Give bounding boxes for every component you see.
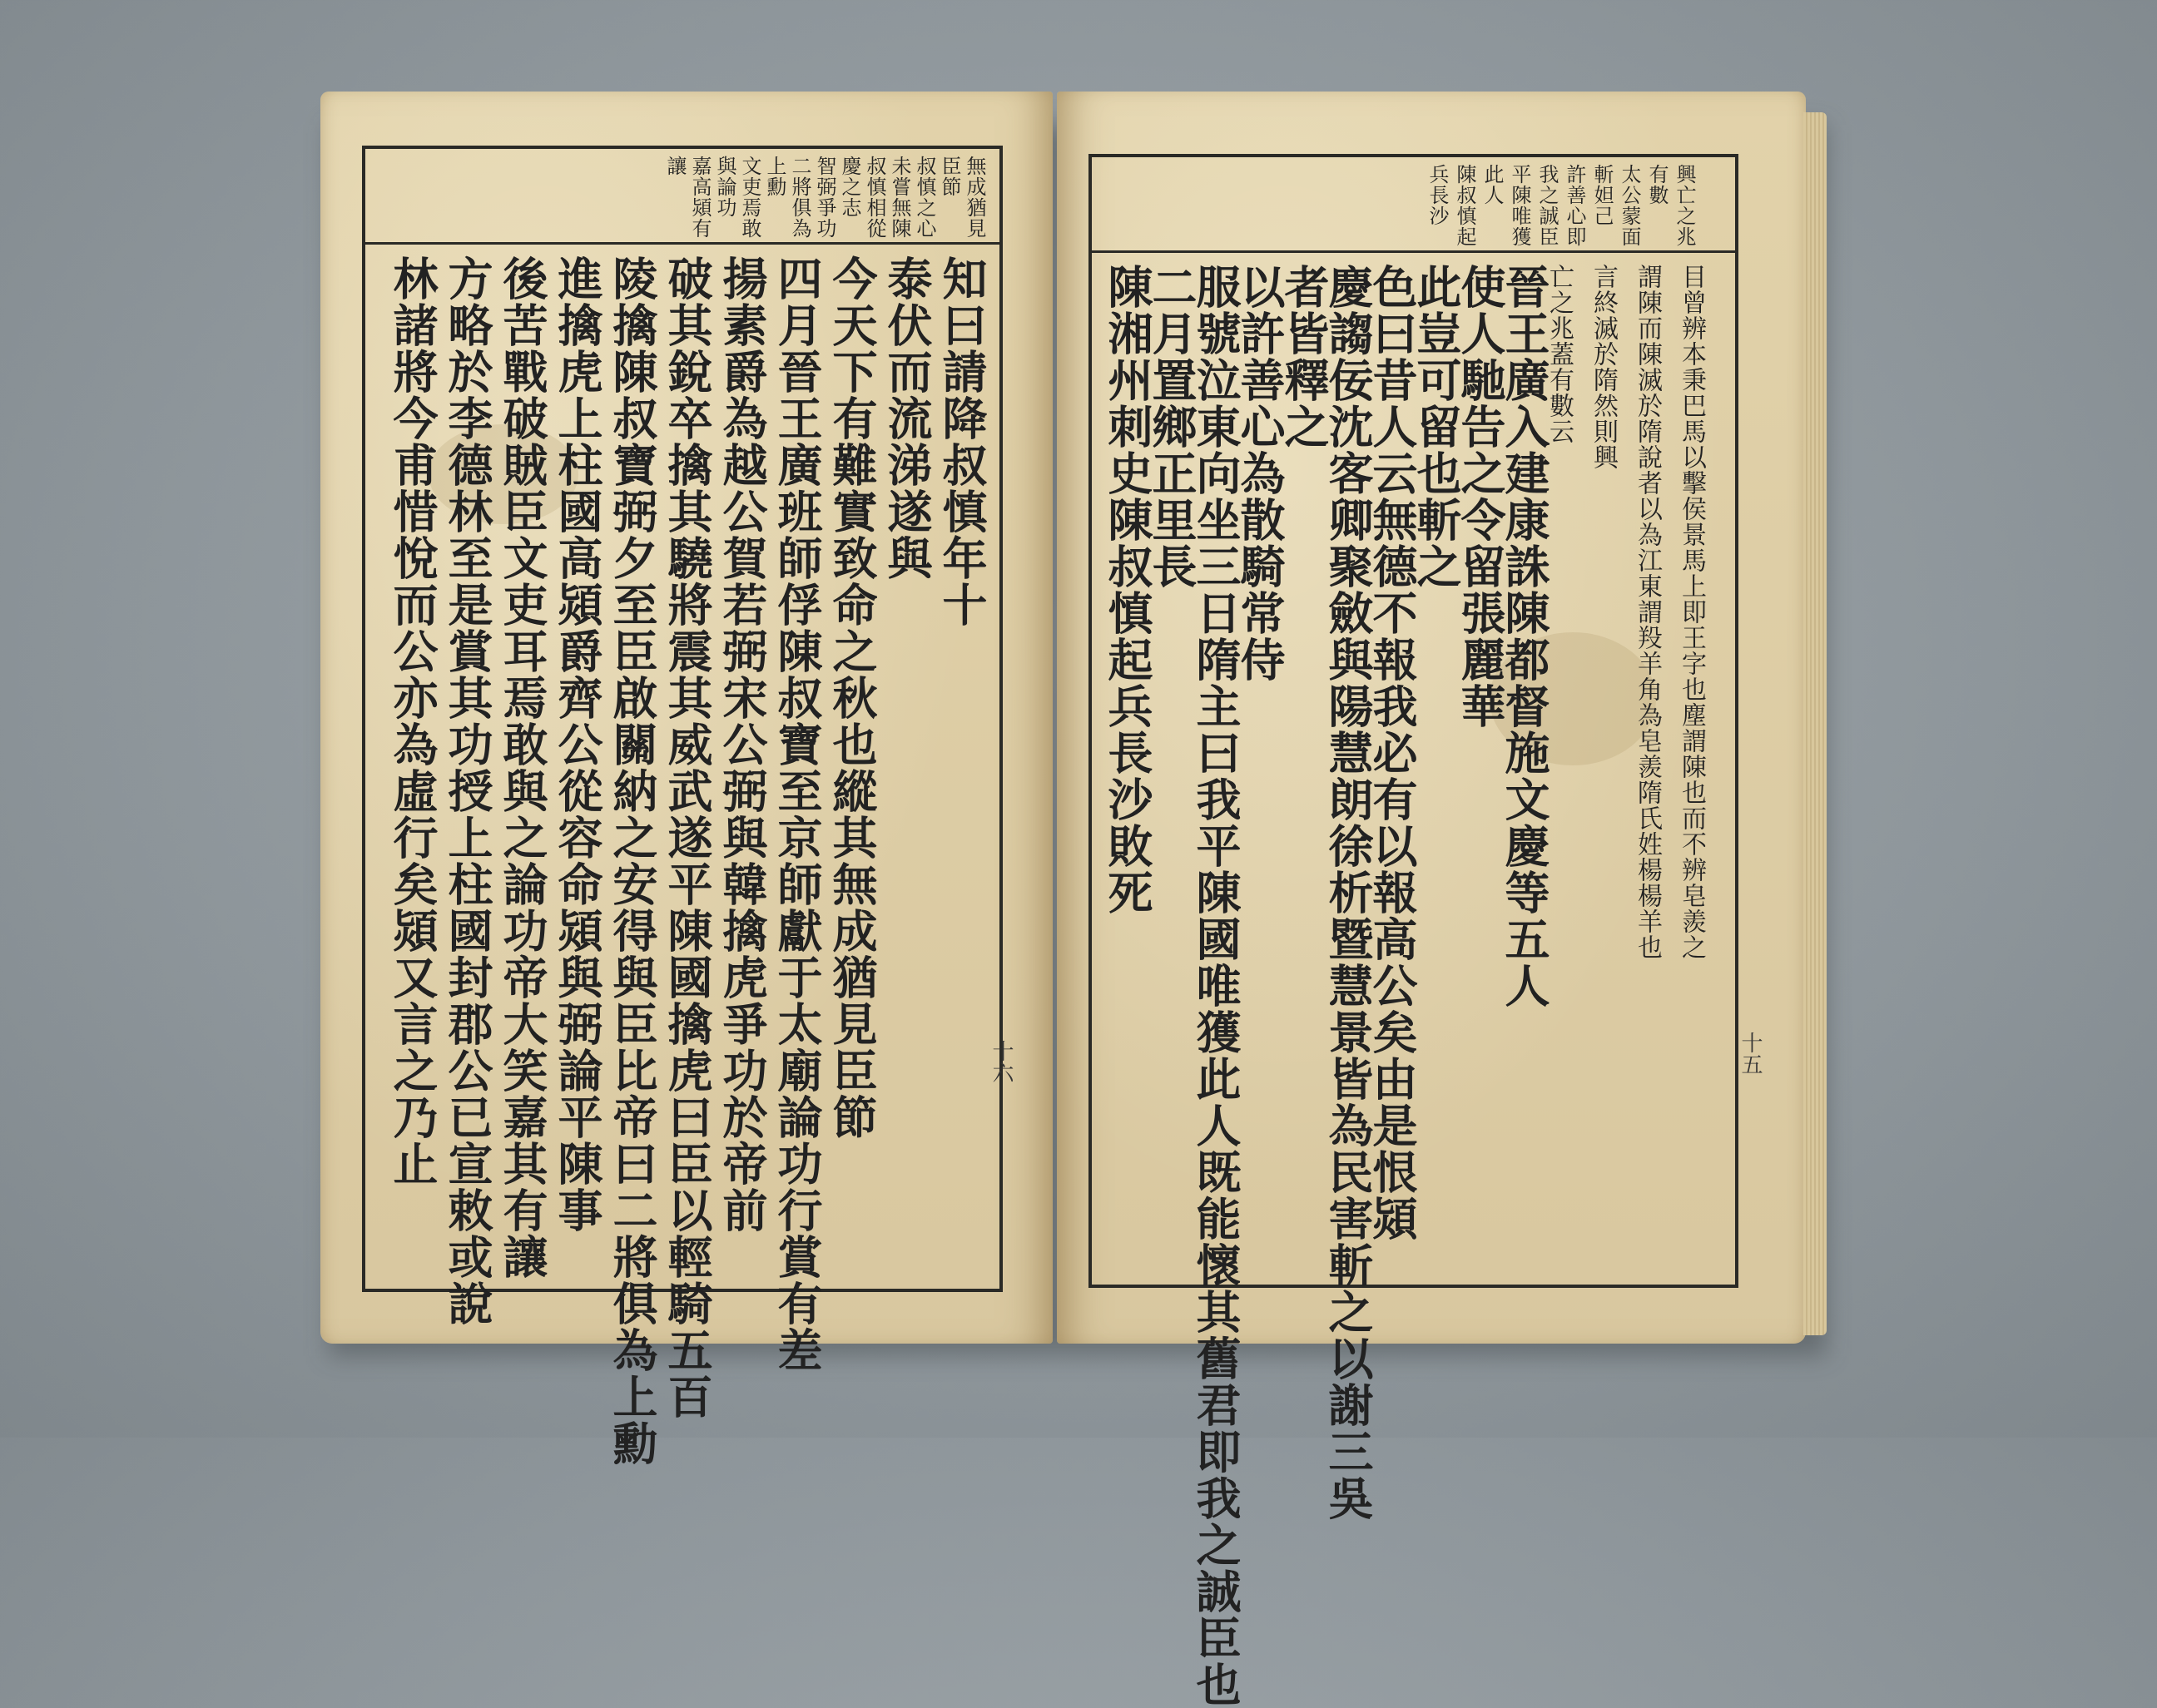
left-note-column-8: 二將俱為 (788, 156, 811, 239)
right-note-column-5: 許善心即 (1563, 164, 1586, 247)
left-text-column-2: 泰伏而流涕遂與 (880, 255, 934, 582)
right-text-column-10: 者皆釋之 (1277, 264, 1331, 450)
right-text-column-6: 使人馳告之令留張麗華 (1454, 264, 1507, 730)
open-book (320, 92, 1822, 1708)
left-note-column-1: 無成猶見 (963, 156, 986, 239)
right-text-column-7: 此豈可留也斬之 (1410, 264, 1463, 590)
right-text-column-13: 二月置鄉正里長 (1145, 264, 1198, 590)
right-note-column-3: 太公蒙面 (1618, 164, 1641, 247)
left-page-number: 十六 (989, 1040, 1014, 1083)
left-text-column-9: 後苦戰破賊臣文吏耳焉敢與之論功帝大笑嘉其有讓 (496, 255, 549, 1280)
left-top-notes-band (365, 149, 999, 245)
right-text-column-2: 謂陳而陳滅於隋說者以為江東謂羖羊角為皂羨隋氏姓楊楊羊也 (1633, 264, 1662, 960)
left-page (320, 92, 1053, 1467)
right-note-column-9: 陳叔慎起 (1453, 164, 1476, 247)
right-text-column-4: 亡之兆蓋有數云 (1545, 264, 1574, 444)
left-note-column-6: 慶之志 (838, 156, 861, 218)
left-text-column-5: 揚素爵為越公賀若弼宋公弼與韓擒虎爭功於帝前 (716, 255, 769, 1234)
left-text-column-11: 林諸將今甫惜悅而公亦為虛行矣熲又言之乃止 (386, 255, 439, 1187)
right-note-column-4: 斬妲己 (1590, 164, 1614, 226)
right-page (1057, 92, 1806, 1708)
left-note-column-9: 上勳 (763, 156, 786, 197)
right-note-column-6: 我之誠臣 (1535, 164, 1559, 247)
left-text-column-7: 陵擒陳叔寶弼夕至臣啟關納之安得與臣比帝曰二將俱為上勳 (606, 255, 659, 1467)
right-text-column-1: 目曾辨本秉巴馬以擊侯景馬上即王字也塵謂陳也而不辨皂羨之 (1677, 264, 1706, 960)
left-note-column-5: 叔慎相從 (863, 156, 886, 239)
page-edges (1803, 112, 1827, 1335)
left-text-column-3: 今天下有難實致命之秋也縱其無成猶見臣節 (826, 255, 879, 1141)
left-note-column-10: 文吏焉敢 (738, 156, 761, 239)
right-text-column-5: 晉王廣入建康誅陳都督施文慶等五人 (1498, 264, 1551, 1009)
left-note-column-3: 叔慎之心 (913, 156, 936, 239)
left-note-column-4: 未嘗無陳 (888, 156, 911, 239)
left-note-column-7: 智弼爭功 (813, 156, 836, 239)
left-text-column-10: 方略於李德林至是賞其功授上柱國封郡公已宣敕或說 (441, 255, 494, 1327)
right-note-column-1: 興亡之兆 (1673, 164, 1696, 247)
right-page-number: 十五 (1738, 1032, 1763, 1075)
left-note-column-2: 臣節 (938, 156, 961, 197)
left-note-column-13: 讓 (663, 156, 687, 176)
left-note-column-11: 與論功 (713, 156, 736, 218)
right-note-column-8: 此人 (1480, 164, 1504, 205)
right-text-column-11: 以許善心為散騎常侍 (1233, 264, 1287, 683)
right-note-column-7: 平陳唯獲 (1508, 164, 1531, 247)
right-text-column-14: 陳湘州刺史陳叔慎起兵長沙敗死 (1101, 264, 1154, 916)
left-text-column-6: 破其銳卒擒其驍將震其威武遂平陳國擒虎曰臣以輕騎五百 (661, 255, 714, 1420)
right-note-column-10: 兵長沙 (1426, 164, 1449, 226)
right-text-column-8: 色曰昔人云無德不報我必有以報高公矣由是恨熲 (1366, 264, 1419, 1242)
right-page-frame (1088, 154, 1738, 1708)
left-text-column-1: 知曰請降叔慎年十 (935, 255, 989, 628)
left-text-column-8: 進擒虎上柱國高熲爵齊公從容命熲與弼論平陳事 (551, 255, 604, 1234)
right-text-column-12: 服號泣東向坐三日隋主曰我平陳國唯獲此人既能懷其舊君即我之誠臣也 (1189, 264, 1242, 1708)
right-note-column-2: 有數 (1645, 164, 1669, 205)
left-text-column-4: 四月晉王廣班師俘陳叔寶至京師獻于太廟論功行賞有差 (771, 255, 824, 1374)
right-top-notes-band (1092, 157, 1735, 253)
left-note-column-12: 嘉高熲有 (688, 156, 712, 239)
right-text-column-9: 慶謅佞沈客卿聚斂與陽慧朗徐析暨慧景皆為民害斬之以謝三吳 (1321, 264, 1375, 1522)
left-page-frame (362, 146, 1003, 1467)
right-text-column-3: 言終滅於隋然則興 (1589, 264, 1618, 470)
